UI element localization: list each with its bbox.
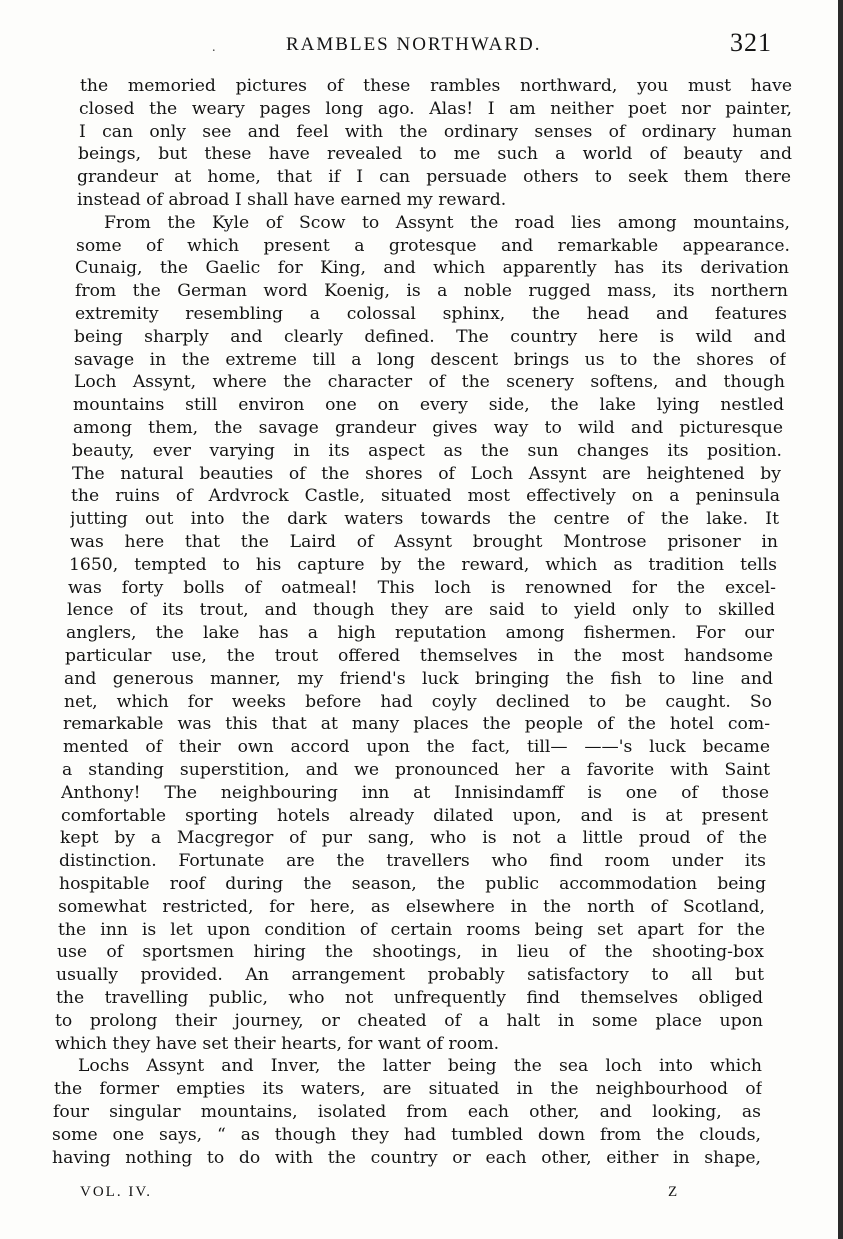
text-line: Anthony! The neighbouring inn at Innisindamff is one of those (61, 782, 769, 803)
text-line: the travelling public, who not unfrequently find themselves obliged (56, 988, 763, 1008)
text-line-indent: Lochs Assynt and Inver, the latter being the sea loch into which (78, 1056, 762, 1077)
text-line: being sharply and clearly defined. The country here is wild and (74, 326, 786, 347)
stray-mark: . (212, 40, 216, 55)
text-line: some one says, “ as though they had tumbled down from the clouds, (52, 1124, 761, 1145)
text-line: the inn is let upon condition of certain rooms being set apart for the (58, 919, 765, 940)
text-line: particular use, the trout offered themselves in the most handsome (65, 646, 773, 666)
text-line: some of which present a grotesque and remarkable appearance. (76, 235, 790, 256)
text-line: the memoried pictures of these rambles northward, you must have (80, 76, 792, 96)
text-line: mountains still environ one on every side, the lake lying nestled (73, 395, 784, 416)
text-line: closed the weary pages long ago. Alas! I am neither poet nor painter, (79, 98, 792, 119)
text-line: among them, the savage grandeur gives way to wild and picturesque (73, 418, 783, 438)
text-line: and generous manner, my friend's luck bringing the fish to line and (64, 668, 773, 689)
text-line: which they have set their hearts, for want of room. (55, 1033, 500, 1054)
text-line: somewhat restricted, for here, as elsewhere in the north of Scotland, (58, 896, 765, 917)
text-line: extremity resembling a colossal sphinx, the head and features (75, 304, 787, 324)
text-line: beauty, ever varying in its aspect as the sun changes its position. (72, 440, 782, 461)
footer-volume: VOL. IV. (80, 1184, 152, 1200)
text-line: a standing superstition, and we pronounced her a favorite with Saint (62, 760, 770, 780)
text-line: the former empties its waters, are situated in the neighbourhood of (54, 1079, 762, 1100)
text-line: remarkable was this that at many places the people of the hotel com- (63, 714, 770, 735)
running-header: RAMBLES NORTHWARD. (286, 34, 542, 55)
text-line-indent: From the Kyle of Scow to Assynt the road lies among mountains, (104, 212, 790, 233)
text-line: I can only see and feel with the ordinary senses of ordinary human (79, 121, 792, 142)
text-line: kept by a Macgregor of pur sang, who is not a little proud of the (60, 828, 767, 849)
text-line: usually provided. An arrangement probably satisfactory to all but (56, 965, 764, 986)
page-edge-shadow (838, 0, 843, 1239)
text-line: instead of abroad I shall have earned my reward. (77, 190, 507, 210)
text-line: beings, but these have revealed to me such a world of beauty and (78, 144, 792, 165)
text-line: 1650, tempted to his capture by the reward, which as tradition tells (69, 554, 777, 575)
text-line: four singular mountains, isolated from each other, and looking, as (53, 1102, 761, 1122)
text-line: anglers, the lake has a high reputation among fishermen. For our (66, 623, 774, 644)
text-line: The natural beauties of the shores of Loch Assynt are heightened by (72, 463, 781, 484)
text-line: lence of its trout, and though they are said to yield only to skilled (67, 600, 775, 621)
text-line: the ruins of Ardvrock Castle, situated most effectively on a peninsula (71, 486, 780, 507)
text-line: was here that the Laird of Assynt brought Montrose prisoner in (70, 532, 778, 552)
text-line: Loch Assynt, where the character of the scenery softens, and though (74, 372, 785, 393)
text-line: to prolong their journey, or cheated of a halt in some place upon (55, 1010, 763, 1031)
text-line: was forty bolls of oatmeal! This loch is renowned for the excel- (68, 577, 776, 598)
text-line: savage in the extreme till a long descent brings us to the shores of (74, 349, 786, 370)
text-line: having nothing to do with the country or each other, either in shape, (52, 1147, 761, 1168)
text-line: from the German word Koenig, is a noble rugged mass, its northern (75, 281, 788, 302)
text-line: net, which for weeks before had coyly declined to be caught. So (64, 691, 772, 712)
page-number: 321 (730, 28, 772, 57)
text-line: Cunaig, the Gaelic for King, and which apparently has its derivation (75, 258, 789, 279)
text-line: jutting out into the dark waters towards the centre of the lake. It (70, 509, 779, 530)
text-line: mented of their own accord upon the fact, till— ——'s luck became (63, 737, 770, 758)
text-line: use of sportsmen hiring the shootings, in lieu of the shooting-box (57, 942, 764, 963)
text-line: comfortable sporting hotels already dilated upon, and is at present (61, 805, 768, 826)
text-line: grandeur at home, that if I can persuade others to seek them there (77, 167, 791, 188)
footer-signature-mark: Z (668, 1184, 679, 1200)
text-line: hospitable roof during the season, the public accommodation being (59, 874, 766, 894)
text-line: distinction. Fortunate are the travellers who find room under its (59, 851, 766, 872)
